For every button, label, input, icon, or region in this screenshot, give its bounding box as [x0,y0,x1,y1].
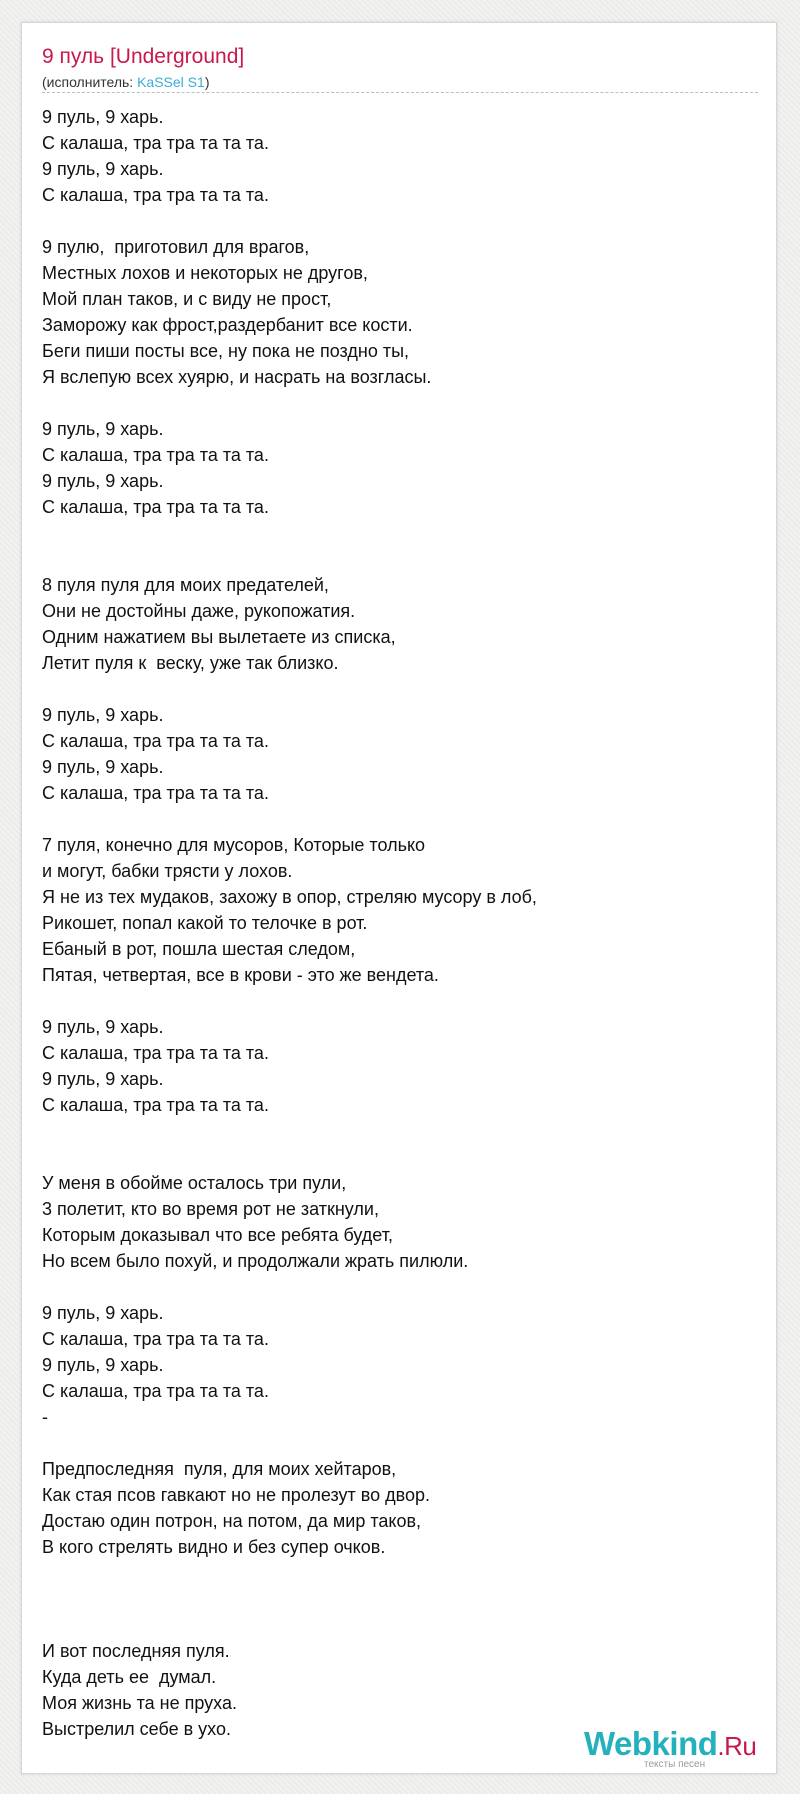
song-title: 9 пуль [Underground] [42,45,245,68]
artist-prefix: (исполнитель: [42,74,138,90]
watermark-tld: .Ru [717,1731,757,1761]
artist-link[interactable]: KaSSel S1 [137,74,205,90]
title-divider [42,92,758,93]
artist-line [42,73,209,91]
watermark-tagline: тексты песен [644,1759,706,1770]
site-watermark [584,1726,774,1774]
watermark-brand: Webkind [584,1725,718,1762]
lyrics-text: 9 пуль, 9 харь. С калаша, тра тра та та та. 9 пуль, 9 харь. С калаша, тра тра та та та. 9 пулю, приготовил для врагов, Местных лохов и некоторых не другов, Мой план таков, и с виду не прост, Заморожу как фрост,раздербанит все кости. Беги пиши посты все, ну пока не поздно ты, Я вслепую всех хуярю, и насрать на возгласы. 9 пуль, 9 харь. С калаша, тра тра та та та. 9 пуль, 9 харь. С калаша, тра тра та та та. 8 пуля пуля для моих предателей, Они не достойны даже, рукопожатия. Одним нажатием вы вылетаете из списка, Летит пуля к веску, уже так близко. 9 пуль, 9 харь. С калаша, тра тра та та та. 9 пуль, 9 харь. С калаша, тра тра та та та. 7 пуля, конечно для мусоров, Которые только и могут, бабки трясти у лохов. Я не из тех мудаков, захожу в опор, стреляю мусору в лоб, Рикошет, попал какой то телочке в рот. Ебаный в рот, пошла шестая следом, Пятая, четвертая, все в крови - это же вендета. 9 пуль, 9 харь. С калаша, тра тра та та та. 9 пуль, 9 харь. С калаша, тра тра та та та. У меня в обойме осталось три пули, 3 полетит, кто во время рот не заткнули, Которым доказывал что все ребята будет, Но всем было похуй, и продолжали жрать пилюли. 9 пуль, 9 харь. С калаша, тра тра та та та. 9 пуль, 9 харь. С калаша, тра тра та та та. - Предпоследняя пуля, для моих хейтаров, Как стая псов гавкают но не пролезут во двор. Достаю один потрон, на потом, да мир таков, В кого стрелять видно и без супер очков. И вот последняя пуля. Куда деть ее думал. Моя жизнь та не пруха. Выстрелил себе в ухо. [42,107,537,1739]
artist-suffix: ) [204,74,210,90]
